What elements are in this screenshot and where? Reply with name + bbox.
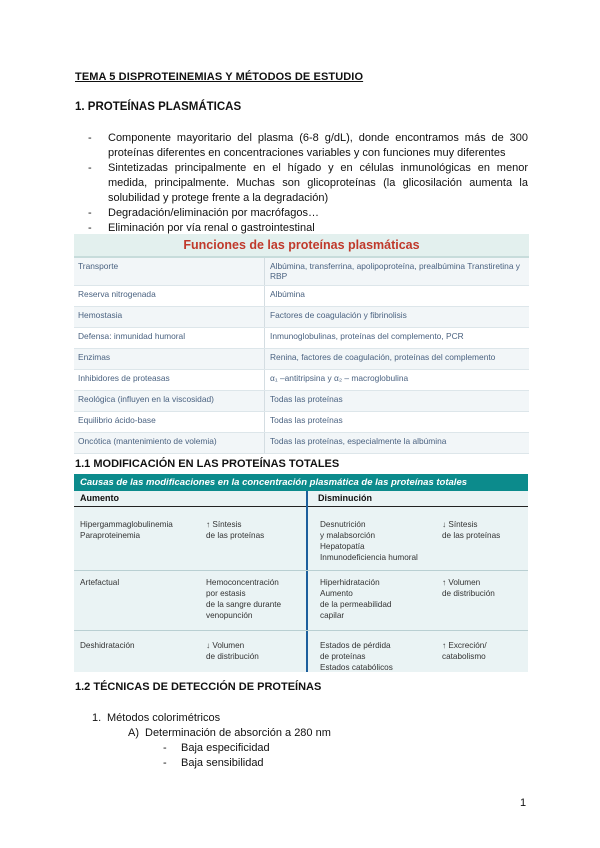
column-divider (306, 491, 308, 672)
table-row (74, 391, 529, 412)
table-cell-proteins: Albúmina (270, 289, 305, 299)
cell-decrease-cause: Hiperhidratación Aumento de la permeabilidad capilar (320, 578, 392, 620)
table-cell-function: Reológica (influyen en la viscosidad) (74, 391, 265, 411)
table-row (74, 349, 529, 370)
sub-bullet-item: Baja especificidad (181, 742, 270, 754)
cell-increase-cause: Artefactual (80, 578, 120, 587)
table-row (74, 286, 529, 307)
cell-increase-mechanism: Hemoconcentración por estasis de la sangre durante venopunción (206, 578, 282, 620)
row-separator (74, 570, 528, 571)
table-cell-function: Defensa: inmunidad humoral (74, 328, 265, 348)
list-item: - Sintetizadas principalmente en el hígado y en células inmunológicas en menor medida, principalmente. Muchas son glicoproteínas (la glicosilación aumenta la solubilidad y protege frente a la degradación) (88, 161, 528, 206)
section-heading-tecnicas: 1.2 TÉCNICAS DE DETECCIÓN DE PROTEÍNAS (75, 681, 322, 693)
section-heading-proteinas-plasmaticas: 1. PROTEÍNAS PLASMÁTICAS (75, 101, 242, 113)
table-cell-proteins: Inmunoglobulinas, proteínas del complemento, PCR (270, 331, 464, 341)
cell-increase-cause: Hipergammaglobulinemia Paraproteinemia (80, 520, 173, 540)
list-item: - Eliminación por vía renal o gastrointestinal (88, 221, 528, 236)
cell-increase-mechanism: ↑ Síntesis de las proteínas (206, 520, 265, 540)
table-cell-proteins: Renina, factores de coagulación, proteínas del complemento (270, 352, 496, 362)
cell-increase-mechanism: ↓ Volumen de distribución (206, 641, 259, 661)
page-number: 1 (520, 797, 527, 809)
table-row (74, 370, 529, 391)
table-cell-function: Reserva nitrogenada (74, 286, 265, 306)
column-header-decrease: Disminución (318, 493, 373, 503)
table-cell-proteins: Todas las proteínas, especialmente la albúmina (270, 436, 447, 446)
causes-table-header (74, 491, 528, 507)
table-cell-function: Transporte (74, 258, 265, 285)
table-row (74, 258, 529, 286)
table-row (74, 328, 529, 349)
table-cell-proteins: Todas las proteínas (270, 415, 343, 425)
table-cell-proteins: Albúmina, transferrina, apolipoproteína, prealbúmina Transtiretina y RBP (270, 261, 520, 281)
table-row (74, 412, 529, 433)
numbered-item-number: 1. (92, 712, 102, 724)
dash-marker: - (163, 742, 167, 754)
sub-bullet-item: Baja sensibilidad (181, 757, 264, 769)
section-heading-modificacion: 1.1 MODIFICACIÓN EN LAS PROTEÍNAS TOTALES (75, 458, 340, 470)
cell-decrease-mechanism: ↓ Síntesis de las proteínas (442, 520, 501, 540)
table-row (74, 433, 529, 454)
document-title: TEMA 5 DISPROTEINEMIAS Y MÉTODOS DE ESTUDIO (75, 71, 364, 83)
table-cell-function: Oncótica (mantenimiento de volemia) (74, 433, 265, 453)
table-cell-function: Hemostasia (74, 307, 265, 327)
cell-increase-cause: Deshidratación (80, 641, 135, 650)
functions-table (74, 234, 529, 454)
cell-decrease-cause: Estados de pérdida de proteínas Estados catabólicos (320, 641, 393, 672)
numbered-item: Métodos colorimétricos (107, 712, 221, 724)
dash-marker: - (163, 757, 167, 769)
causes-table (74, 474, 528, 672)
causes-table-title: Causas de las modificaciones en la concentración plasmática de las proteínas totales (74, 474, 528, 491)
table-cell-proteins: Todas las proteínas (270, 394, 343, 404)
table-cell-function: Inhibidores de proteasas (74, 370, 265, 390)
cell-decrease-mechanism: ↑ Volumen de distribución (442, 578, 495, 598)
table-row (74, 307, 529, 328)
lettered-item: Determinación de absorción a 280 nm (145, 727, 331, 739)
bullet-list (88, 131, 528, 236)
cell-decrease-cause: Desnutrición y malabsorción Hepatopatía Inmunodeficiencia humoral (320, 520, 418, 562)
cell-decrease-mechanism: ↑ Excreción/ catabolismo (442, 641, 487, 661)
functions-table-title: Funciones de las proteínas plasmáticas (74, 234, 529, 258)
column-header-increase: Aumento (80, 493, 119, 503)
table-cell-function: Enzimas (74, 349, 265, 369)
row-separator (74, 630, 528, 631)
list-item: - Degradación/eliminación por macrófagos… (88, 206, 528, 221)
lettered-item-letter: A) (128, 727, 139, 739)
table-cell-proteins: Factores de coagulación y fibrinolisis (270, 310, 407, 320)
table-cell-proteins: α₁ –antitripsina y α₂ – macroglobulina (270, 373, 409, 383)
table-cell-function: Equilibrio ácido-base (74, 412, 265, 432)
list-item: - Componente mayoritario del plasma (6-8 g/dL), donde encontramos más de 300 proteínas diferentes en concentraciones variables y con funciones muy diferentes (88, 131, 528, 161)
